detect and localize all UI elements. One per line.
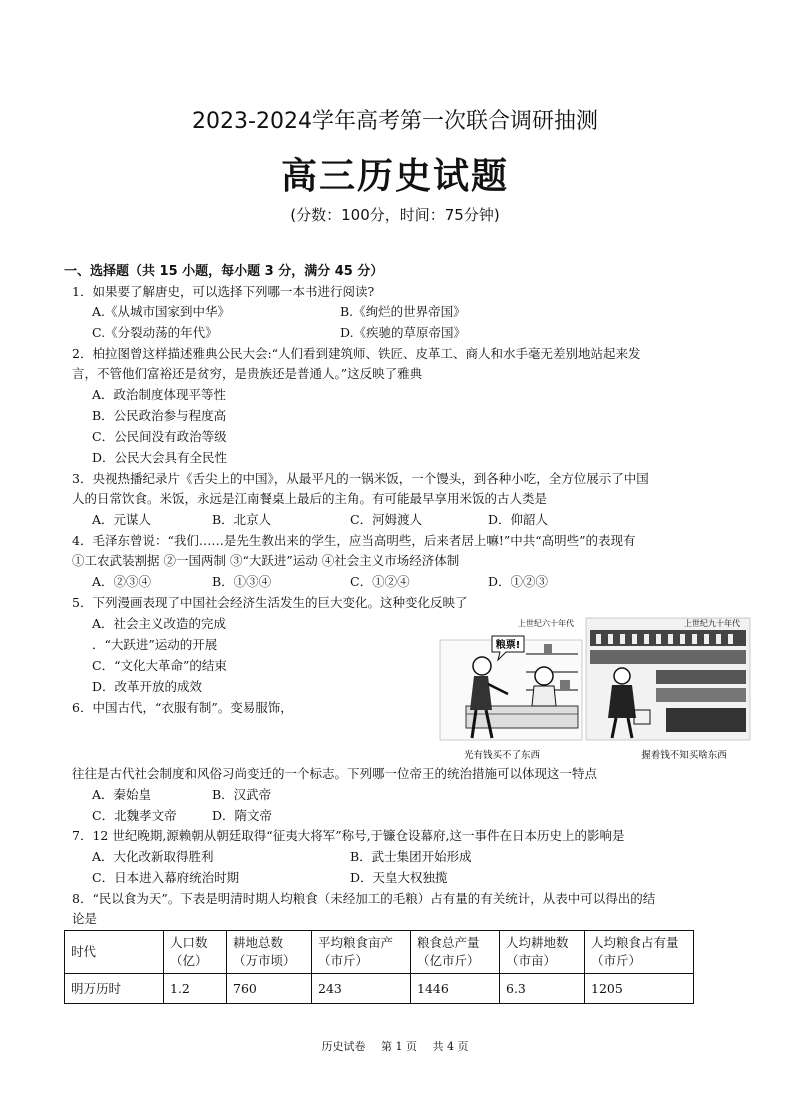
question-7-option-b: B．武士集团开始形成 xyxy=(350,849,472,864)
question-7-stem: 7．12 世纪晚期,源赖朝从朝廷取得“征夷大将军”称号,于镰仓设幕府,这一事件在日本历史上的影响是 xyxy=(72,828,625,843)
question-6-stem-line2: 往往是古代社会制度和风俗习尚变迁的一个标志。下列哪一位帝王的统治措施可以体现这一特点 xyxy=(72,766,598,781)
question-3-stem-line1: 3．央视热播纪录片《舌尖上的中国》，从最平凡的一锅米饭，一个馒头，到各种小吃，全方位展示了中国 xyxy=(72,471,649,486)
table-header-cell: 粮食总产量 （亿市斤） xyxy=(411,931,500,974)
section-title: 一、选择题（共 15 小题，每小题 3 分，满分 45 分） xyxy=(64,264,384,279)
question-1-option-c: C.《分裂动荡的年代》 xyxy=(92,325,218,340)
question-1-option-d: D.《疾驰的草原帝国》 xyxy=(340,325,467,340)
cartoon-left-bubble: 粮票! xyxy=(495,640,521,651)
question-7-option-c: C．日本进入幕府统治时期 xyxy=(92,870,240,885)
question-2-option-c: C．公民间没有政治等级 xyxy=(92,429,227,444)
cartoon-left-era: 上世纪六十年代 xyxy=(518,619,574,628)
table-cell: 1205 xyxy=(585,974,694,1004)
question-2-stem-line2: 言，不管他们富裕还是贫穷，是贵族还是普通人。”这反映了雅典 xyxy=(72,366,423,381)
question-4-option-b: B．①③④ xyxy=(212,574,272,589)
question-7-option-d: D．天皇大权独揽 xyxy=(350,870,448,885)
question-6-option-a: A．秦始皇 xyxy=(92,787,152,802)
table-cell: 6.3 xyxy=(500,974,585,1004)
page-footer xyxy=(0,1038,790,1054)
question-4-option-a: A．②③④ xyxy=(92,574,152,589)
grain-statistics-table xyxy=(64,930,694,1004)
question-1-stem: 1．如果要了解唐史，可以选择下列哪一本书进行阅读? xyxy=(72,284,375,299)
table-header-cell: 人均粮食占有量 （市斤） xyxy=(585,931,694,974)
table-cell: 243 xyxy=(312,974,411,1004)
subject-title: 高三历史试题 xyxy=(280,156,509,197)
question-3-option-b: B．北京人 xyxy=(212,512,272,527)
footer-total: 共 4 页 xyxy=(432,1040,469,1053)
question-6-option-d: D．隋文帝 xyxy=(212,808,273,823)
cartoon-left-panel xyxy=(440,636,582,740)
question-3-stem-line2: 人的日常饮食。米饭，永远是江南餐桌上最后的主角。有可能最早享用米饭的古人类是 xyxy=(72,491,548,506)
question-7-option-a: A．大化改新取得胜利 xyxy=(92,849,214,864)
question-8-stem-line2: 论是 xyxy=(72,911,98,926)
question-5-option-c: C．“文化大革命”的结束 xyxy=(92,658,227,673)
question-5-option-b: ．“大跃进”运动的开展 xyxy=(92,637,218,652)
table-header-cell: 人口数 （亿） xyxy=(164,931,227,974)
cartoon-right-caption: 握着钱不知买啥东西 xyxy=(641,750,727,761)
table-cell: 明万历时 xyxy=(65,974,164,1004)
question-1-option-a: A.《从城市国家到中华》 xyxy=(92,304,231,319)
cartoon-right-panel xyxy=(586,618,750,740)
question-3-option-a: A．元谋人 xyxy=(92,512,152,527)
question-4-option-c: C．①②④ xyxy=(350,574,410,589)
cartoon-right-era: 上世纪九十年代 xyxy=(684,619,740,628)
question-6-option-c: C．北魏孝文帝 xyxy=(92,808,177,823)
table-cell: 1446 xyxy=(411,974,500,1004)
question-5-option-a: A．社会主义改造的完成 xyxy=(92,616,227,631)
question-6-stem-line1: 6．中国古代，“衣服有制”。变易服饰， xyxy=(72,700,293,715)
customer-figure xyxy=(473,657,491,675)
clerk-figure xyxy=(535,667,553,685)
question-2-stem-line1: 2．柏拉图曾这样描述雅典公民大会:“人们看到建筑师、铁匠、皮革工、商人和水手毫无差别地站起来发 xyxy=(72,346,641,361)
question-3-option-c: C．河姆渡人 xyxy=(350,512,423,527)
table-cell: 1.2 xyxy=(164,974,227,1004)
footer-label: 历史试卷 xyxy=(321,1040,366,1053)
table-row xyxy=(65,974,694,1004)
question-5-stem: 5．下列漫画表现了中国社会经济生活发生的巨大变化。这种变化反映了 xyxy=(72,595,468,610)
question-4-stem-line1: 4．毛泽东曾说：“我们……是先生教出来的学生，应当高明些，后来者居上嘛!”中共“高明些”的表现有 xyxy=(72,533,636,548)
table-header-cell: 平均粮食亩产 （市斤） xyxy=(312,931,411,974)
economic-change-cartoon xyxy=(436,614,754,764)
question-2-option-b: B．公民政治参与程度高 xyxy=(92,408,227,423)
question-1-option-b: B.《绚烂的世界帝国》 xyxy=(340,304,466,319)
question-4-stem-line2: ①工农武装割据 ②一国两制 ③“大跃进”运动 ④社会主义市场经济体制 xyxy=(72,553,460,568)
table-header-row xyxy=(65,931,694,974)
question-3-option-d: D．仰韶人 xyxy=(488,512,549,527)
question-5-option-d: D．改革开放的成效 xyxy=(92,679,203,694)
table-header-cell: 时代 xyxy=(65,931,164,974)
table-header-cell: 人均耕地数 （市亩） xyxy=(500,931,585,974)
question-4-option-d: D．①②③ xyxy=(488,574,549,589)
question-2-option-d: D．公民大会具有全民性 xyxy=(92,450,228,465)
question-6-option-b: B．汉武帝 xyxy=(212,787,272,802)
shopper-figure xyxy=(614,668,630,684)
exam-meta: (分数：100分，时间：75分钟) xyxy=(290,206,500,224)
exam-title: 2023-2024学年高考第一次联合调研抽测 xyxy=(192,109,598,134)
footer-page: 第 1 页 xyxy=(381,1040,417,1053)
question-2-option-a: A．政治制度体现平等性 xyxy=(92,387,227,402)
table-header-cell: 耕地总数 （万市顷） xyxy=(227,931,312,974)
question-8-stem-line1: 8．“民以食为天”。下表是明清时期人均粮食（未经加工的毛粮）占有量的有关统计，从表中可以得出的结 xyxy=(72,891,656,906)
cartoon-left-caption: 光有钱买不了东西 xyxy=(463,750,541,761)
table-cell: 760 xyxy=(227,974,312,1004)
